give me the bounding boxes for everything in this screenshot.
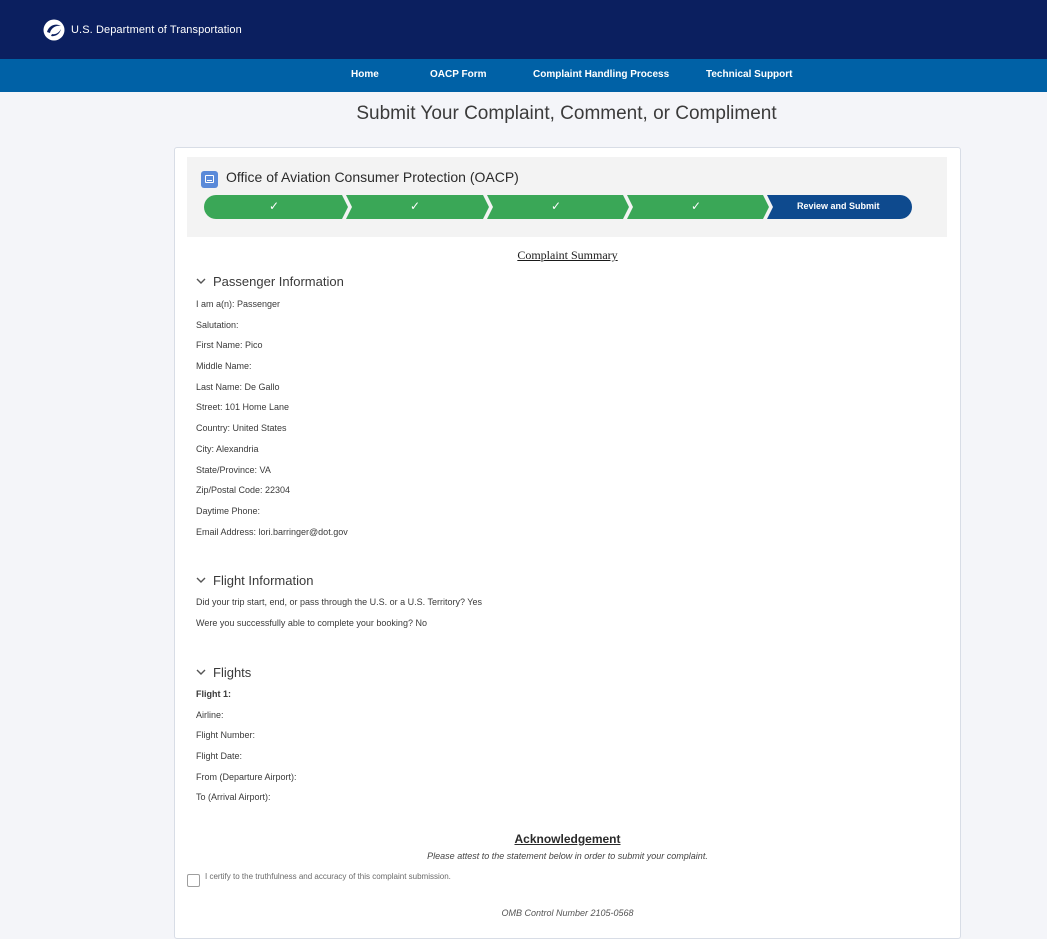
complaint-summary-heading: Complaint Summary: [517, 248, 618, 262]
certify-label[interactable]: I certify to the truthfulness and accuracy of this complaint submission.: [205, 872, 451, 881]
section-title: Passenger Information: [213, 273, 344, 289]
step-4-check-icon: ✓: [691, 199, 702, 213]
acknowledgement-heading: Acknowledgement: [514, 832, 621, 846]
flights-fields: [196, 684, 297, 808]
field-salutation: Salutation:: [196, 319, 239, 330]
step-5-label: Review and Submit: [797, 201, 880, 211]
field-role: I am a(n): Passenger: [196, 299, 281, 309]
chevron-down-icon: [196, 667, 206, 677]
field-zip: Zip/Postal Code: 22304: [196, 485, 291, 496]
org-name: U.S. Department of Transportation: [71, 24, 242, 36]
form-icon: [201, 171, 218, 188]
field-flight-number: Flight Number:: [196, 730, 256, 741]
acknowledgement-note: Please attest to the statement below in order to submit your complaint.: [427, 851, 708, 861]
field-city: City: Alexandria: [196, 443, 259, 454]
passenger-fields: [196, 294, 348, 542]
omb-control-number: OMB Control Number 2105-0568: [501, 908, 634, 918]
field-email: Email Address: lori.barringer@dot.gov: [196, 526, 348, 537]
dot-logo-icon: [43, 19, 65, 41]
flights-section: [196, 663, 297, 808]
flight-information-toggle[interactable]: [196, 571, 482, 589]
section-title: Flights: [213, 664, 252, 680]
field-departure-airport: From (Departure Airport):: [196, 771, 297, 782]
field-us-trip: Did your trip start, end, or pass through the U.S. or a U.S. Territory? Yes: [196, 597, 482, 607]
dot-logo-link[interactable]: [43, 19, 242, 41]
nav-complaint-handling-process[interactable]: Complaint Handling Process: [533, 69, 670, 80]
step-1-check-icon: ✓: [269, 199, 280, 213]
flight-info-fields: [196, 592, 482, 633]
field-airline: Airline:: [196, 709, 224, 720]
section-title: Flight Information: [213, 572, 314, 588]
passenger-information-section: [196, 272, 348, 542]
flights-toggle[interactable]: [196, 663, 297, 681]
nav-home[interactable]: Home: [351, 69, 379, 80]
nav-technical-support[interactable]: Technical Support: [706, 69, 793, 80]
passenger-information-toggle[interactable]: [196, 272, 348, 290]
card-header: [187, 157, 947, 237]
chevron-down-icon: [196, 575, 206, 585]
field-middle-name: Middle Name:: [196, 361, 252, 372]
step-2-check-icon: ✓: [410, 199, 421, 213]
flight-information-section: [196, 571, 482, 633]
field-flight-date: Flight Date:: [196, 751, 243, 762]
main-nav: [0, 59, 1047, 92]
site-header: [0, 0, 1047, 59]
field-booking-complete: Were you successfully able to complete your booking? No: [196, 617, 427, 628]
step-3-check-icon: ✓: [551, 199, 562, 213]
field-daytime-phone: Daytime Phone:: [196, 505, 261, 516]
nav-oacp-form[interactable]: OACP Form: [430, 69, 487, 80]
card-title: Office of Aviation Consumer Protection (OACP): [226, 169, 519, 185]
field-arrival-airport: To (Arrival Airport):: [196, 792, 271, 803]
field-state: State/Province: VA: [196, 464, 271, 475]
flight-1-label: Flight 1:: [196, 689, 231, 699]
chevron-down-icon: [196, 276, 206, 286]
complaint-card: [174, 147, 961, 939]
certify-checkbox[interactable]: [187, 874, 200, 887]
field-first-name: First Name: Pico: [196, 340, 263, 351]
field-street: Street: 101 Home Lane: [196, 402, 290, 413]
page-title: Submit Your Complaint, Comment, or Compliment: [356, 103, 777, 124]
field-last-name: Last Name: De Gallo: [196, 381, 280, 392]
progress-stepper: [204, 195, 912, 219]
field-country: Country: United States: [196, 423, 287, 434]
